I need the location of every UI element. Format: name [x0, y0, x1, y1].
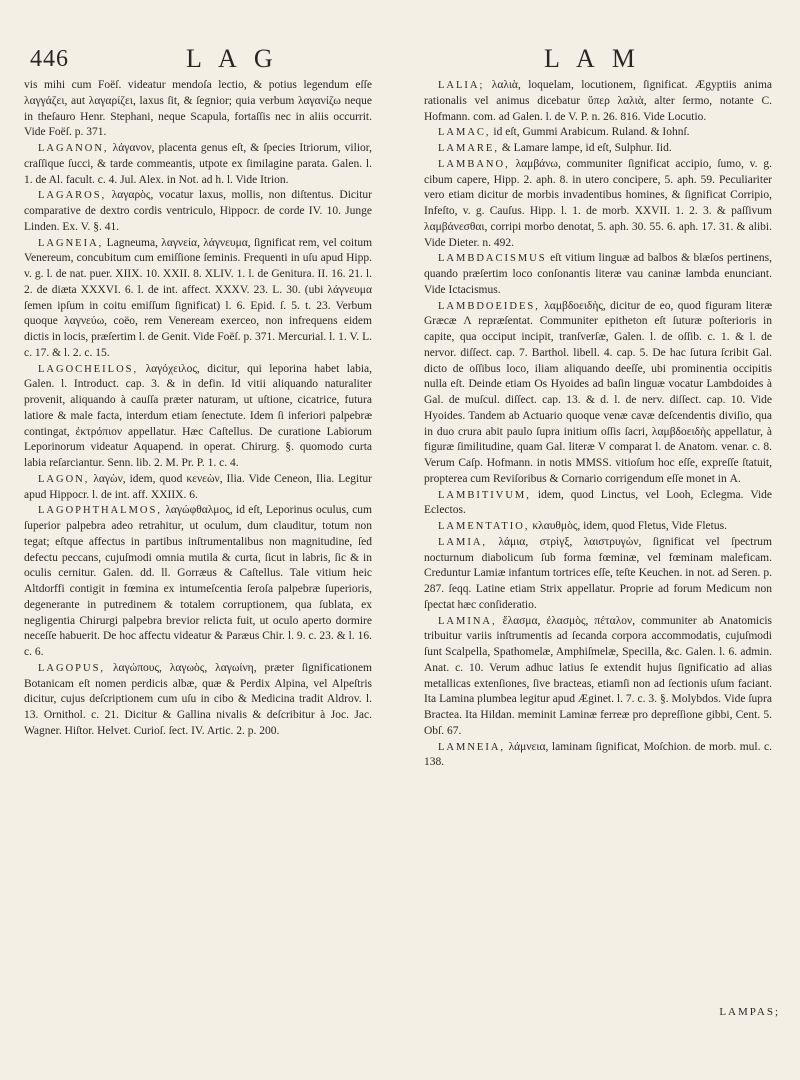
entry-text: λάμια, στρὶγξ, λαιστρυγὼν, ſignificat vel ſpectrum nocturnum diabolicum ſub forma fœminæ, vel fœminam maleficam. Creduntur Lamiæ infantum tortrices eſſe, teſte Keuchen. in not. ad Seren. p. 287. ſeqq. Latine etiam Strix appellatur. Proprie ad forum Medicum non ſpectat hæc conſideratio.	[424, 535, 772, 611]
entry-text: id eſt, Gummi Arabicum. Ruland. & Iohnſ.	[493, 126, 690, 139]
entry-headword: LAGOPHTHALMOS,	[38, 505, 162, 517]
entry-text: ἔλασμα, ἐλασμὸς, πέταλον, communiter ab Anatomicis tribuitur variis inſtrumentis ad ſecanda corpora accommodatis, cujuſmodi ſunt Scalpella, Spathomelæ, Amphiſmelæ, Specilla, &c. Galen. l. 6. admin. Anat. c. 10. Verum adhuc latius ſe extendit hujus ſignificatio ad alias metallicas extenſiones, ſive bracteas, etiamſi non ad ſectionis uſum faciant. Ita Lamina plumbea legitur apud Æginet. l. 7. c. 3. §. Molybdos. Vide ſupra Bractea. Ita Hildan. meminit Laminæ ferreæ pro depreſſione gibbi, Cent. 5. Obſ. 67.	[424, 614, 772, 737]
entry-headword: LAMINA,	[438, 615, 497, 627]
entry-headword: LAMBITIVUM,	[438, 489, 531, 501]
entry-headword: LAGAROS,	[38, 190, 107, 202]
dictionary-entry	[424, 125, 772, 141]
dictionary-entry	[424, 535, 772, 614]
catchword: LAMPAS;	[719, 1006, 780, 1018]
page-number: 446	[30, 46, 69, 72]
entry-text: λαλιὰ, loquelam, locutionem, ſignificat. Ægyptiis anima rationalis vel animus dicebatur ὕπερ λαλιὰ, alter ſermo, notante C. Hofmann. com. ad Galen. l. de V. P. n. 26. 816. Vide Locutio.	[424, 79, 772, 123]
page-header	[0, 40, 800, 80]
dictionary-entry	[24, 141, 372, 188]
dictionary-entry	[424, 299, 772, 488]
dictionary-entry	[24, 188, 372, 235]
entry-headword: LAGNEIA,	[38, 237, 104, 249]
right-column	[424, 78, 772, 771]
left-column	[24, 78, 372, 740]
dictionary-entry	[424, 78, 772, 125]
running-head-right: L A M	[544, 44, 641, 73]
dictionary-entry	[424, 740, 772, 772]
entry-headword: LAMBANO,	[438, 158, 510, 170]
entry-text: λαμβάνω, communiter ſignificat accipio, ſumo, v. g. cibum capere, Hipp. 2. aph. 8. in utero concipere, 5. aph. 59. Peculiariter vero etiam dicitur de morbis invadentibus homines, & ſignificat Corripio, Infeſto, v. g. Cauſus. Hipp. l. 1. de morb. XXVII. 1. 2. 3. & paſſivum λαμβάνεσθαι, corripi morbo denotat, 5. aph. 30. 55. 6. aph. 17. 31. & alibi. Vide Dieter. n. 492.	[424, 157, 773, 249]
running-head-left: L A G	[186, 44, 279, 73]
dictionary-entry	[424, 488, 772, 520]
dictionary-entry	[424, 141, 772, 157]
dictionary-entry	[424, 519, 772, 535]
entry-text: λαγὼν, idem, quod κενεὼν, Ilia. Vide Ceneon, Ilia. Legitur apud Hippocr. l. de int. aff. XXIIX. 6.	[24, 472, 372, 501]
dictionary-entry	[24, 362, 372, 472]
entry-text: Lagneuma, λαγνεία, λάγνευμα, ſignificat rem, vel coitum Venereum, concubitum cum emiſſione ſeminis. Frequenti in uſu apud Hipp. v. g. l. de nat. puer. XIIX. 10. XXII. 8. XLIV. 1. l. de Genitura. II. 16. 21. l. 2. de diæta XXXVI. 6. l. de int. affect. XXXV. 23. L. 30. (ubi λάγνευμα ſemen ipſum in coitu emiſſum ſignificat) l. 6. Epid. ſ. 5. t. 23. Verbum quoque λαγνεύω, coëo, rem Veneream exerceo, non infrequens eidem dictis in locis, præſertim l. de Genit. Vide Foëſ. p. 371. Mercurial. l. 1. V. L. c. 17. & l. 2. c. 15.	[24, 236, 373, 359]
entry-headword: LAMIA,	[438, 536, 488, 548]
entry-headword: LAMAC,	[438, 127, 491, 139]
entry-headword: LAMARE,	[438, 143, 499, 154]
entry-text: vis mihi cum Foëſ. videatur mendoſa lectio, & potius legendum eſſe λαγγάζει, aut λαγαρίζει, laxus ſit, & ſegnior; quia verbum λαγανίζω neque in theſauro Henr. Stephani, neque Scapula, fortaſſis nec in aliis occurrit. Vide Foëſ. p. 371.	[24, 79, 372, 139]
entry-headword: LAMBDACISMUS	[438, 253, 547, 265]
entry-text: eſt vitium linguæ ad balbos & blæſos pertinens, quando præſertim loco conſonantis literæ vau caninæ lambda enunciant. Vide Ictacismus.	[424, 252, 773, 296]
entry-text: λαγώπους, λαγωὸς, λαγωίνη, præter ſignificationem Botanicam eſt nomen perdicis albæ, quæ & Perdix Alpina, vel Alpeſtris dicitur, cujus deſcriptionem cum uſu in cibo & Medicina tradit Aldrov. l. 13. Ornithol. c. 21. Dicitur & Gallina nivalis & deſcribitur à Joc. Jac. Wagner. Hiſtor. Helvet. Curioſ. ſect. IV. Artic. 2. p. 200.	[24, 661, 373, 737]
dictionary-entry	[24, 236, 372, 362]
entry-text: λαμβδοειδὴς, dicitur de eo, quod figuram literæ Græcæ Λ repræſentat. Communiter epitheton eſt ſuturæ poſterioris in capite, qua occiput incipit, tranſverſæ, Galen. l. de oſſib. c. 1. & l. de nervor. diſſect. cap. 7. Barthol. libell. 4. cap. 5. De hac ſutura ſcribit Gal. dicto de oſſibus loco, iliam aliquando deeſſe, ubi prominentia occipitis nulla eſt. Deinde etiam Os Hyoides ad baſin linguæ vocatur Lambdoides à Gal. de muſcul. diſſect. cap. 13. & d. l. de nerv. diſſect. cap. 10. Vide Hyoides. Tandem ab Actuario quoque venæ cavæ deſcendentis diviſio, qua in duo crura abit paulo ſupra initium oſſis ſacri, λαμβδοειδὴς appellatur, à figuræ ſimilitudine, quam Gal. literæ V comparat l. de Anatom. venar. c. 8. Verum Caſp. Hofmann. in notis MMSS. vitioſum hoc eſſe, expreſſe ſtatuit, propterea cum Reviſoribus & Cornario corrigendum eſſe monet in Α.	[424, 299, 772, 485]
dictionary-entry	[24, 503, 372, 661]
dictionary-entry	[24, 661, 372, 740]
entry-headword: LAGON,	[38, 473, 90, 485]
entry-text: λαγαρὸς, vocatur laxus, mollis, non diſtentus. Dicitur comparative de dextro cordis ventriculo, Hippocr. de corde IV. 10. Junge Linden. Ex. V. §. 41.	[24, 189, 372, 233]
dictionary-entry	[424, 251, 772, 298]
entry-text: λάμνεια, laminam ſignificat, Moſchion. de morb. mul. c. 138.	[424, 740, 773, 769]
entry-text: idem, quod Linctus, vel Looh, Eclegma. Vide Eclectos.	[424, 488, 773, 517]
entry-text: λάγανον, placenta genus eſt, & ſpecies Itriorum, vilior, craſſique ſucci, & tarde commeantis, utpote ex ſimilagine parata. Galen. l. 1. de Al. facult. c. 4. Jul. Alex. in Not. ad h. l. Vide Itrion.	[24, 142, 373, 186]
entry-headword: LAGANON,	[38, 143, 109, 154]
entry-headword: LAGOCHEILOS,	[38, 363, 139, 375]
entry-headword: LALIA;	[438, 80, 485, 91]
dictionary-entry	[424, 614, 772, 740]
entry-text: & Lamare lampe, id eſt, Sulphur. Iid.	[501, 142, 672, 154]
entry-headword: LAMNEIA,	[438, 741, 506, 753]
entry-headword: LAMBDOEIDES,	[438, 300, 540, 312]
entry-text: λαγώφθαλμος, id eſt, Leporinus oculus, cum ſuperior palpebra adeo retrahitur, ut oculum, dum clauditur, totum non tegat; eſtque affectus in partibus inſtrumentalibus non magnitudine, ſed defectu peccans, cujuſmodi omnia mutila & curta, ſicut in labris, ſic & in oculis cernitur. Galen. dd. ll. Gorræus & Caſtellus. Tale vitium heic Altdorffi contigit in fœmina ex intumeſcentia ſeroſa palpebræ ſuperioris, degenerante in putredinem & totalem corruptionem, qua ſublata, ex negligentia Chirurgi palpebra brevior relicta fuit, ut oculo aperto dormire neceſſe habuerit. De hoc affectu videatur & Paræus Chir. l. 9. c. 23. & l. 16. c. 6.	[24, 504, 372, 658]
dictionary-entry	[24, 78, 372, 141]
entry-headword: LAMENTATIO,	[438, 521, 530, 532]
dictionary-entry	[24, 472, 372, 504]
entry-text: κλαυθμὸς, idem, quod Fletus, Vide Fletus.	[532, 520, 727, 532]
entry-text: λαγόχειλος, dicitur, qui leporina habet labia, Galen. l. Introduct. cap. 3. & in defin. Id vitii aliquando naturaliter provenit, aliquando à cauſſa præter naturam, ut uſtione, cicatrice, futura latiore & male facta, interdum etiam ſenectute. Idem ſi inferiori palpebræ contingat, ἐκτρόπιον appellatur. Hæc Caſtellus. De curatione Labiorum Leporinorum videatur Aquapend. in operat. Chirurg. §. quomodo curta labia reſarciantur. Senn. lib. 2. M. Pr. P. 1. c. 4.	[24, 362, 372, 469]
entry-headword: LAGOPUS,	[38, 662, 106, 674]
dictionary-entry	[424, 157, 772, 252]
